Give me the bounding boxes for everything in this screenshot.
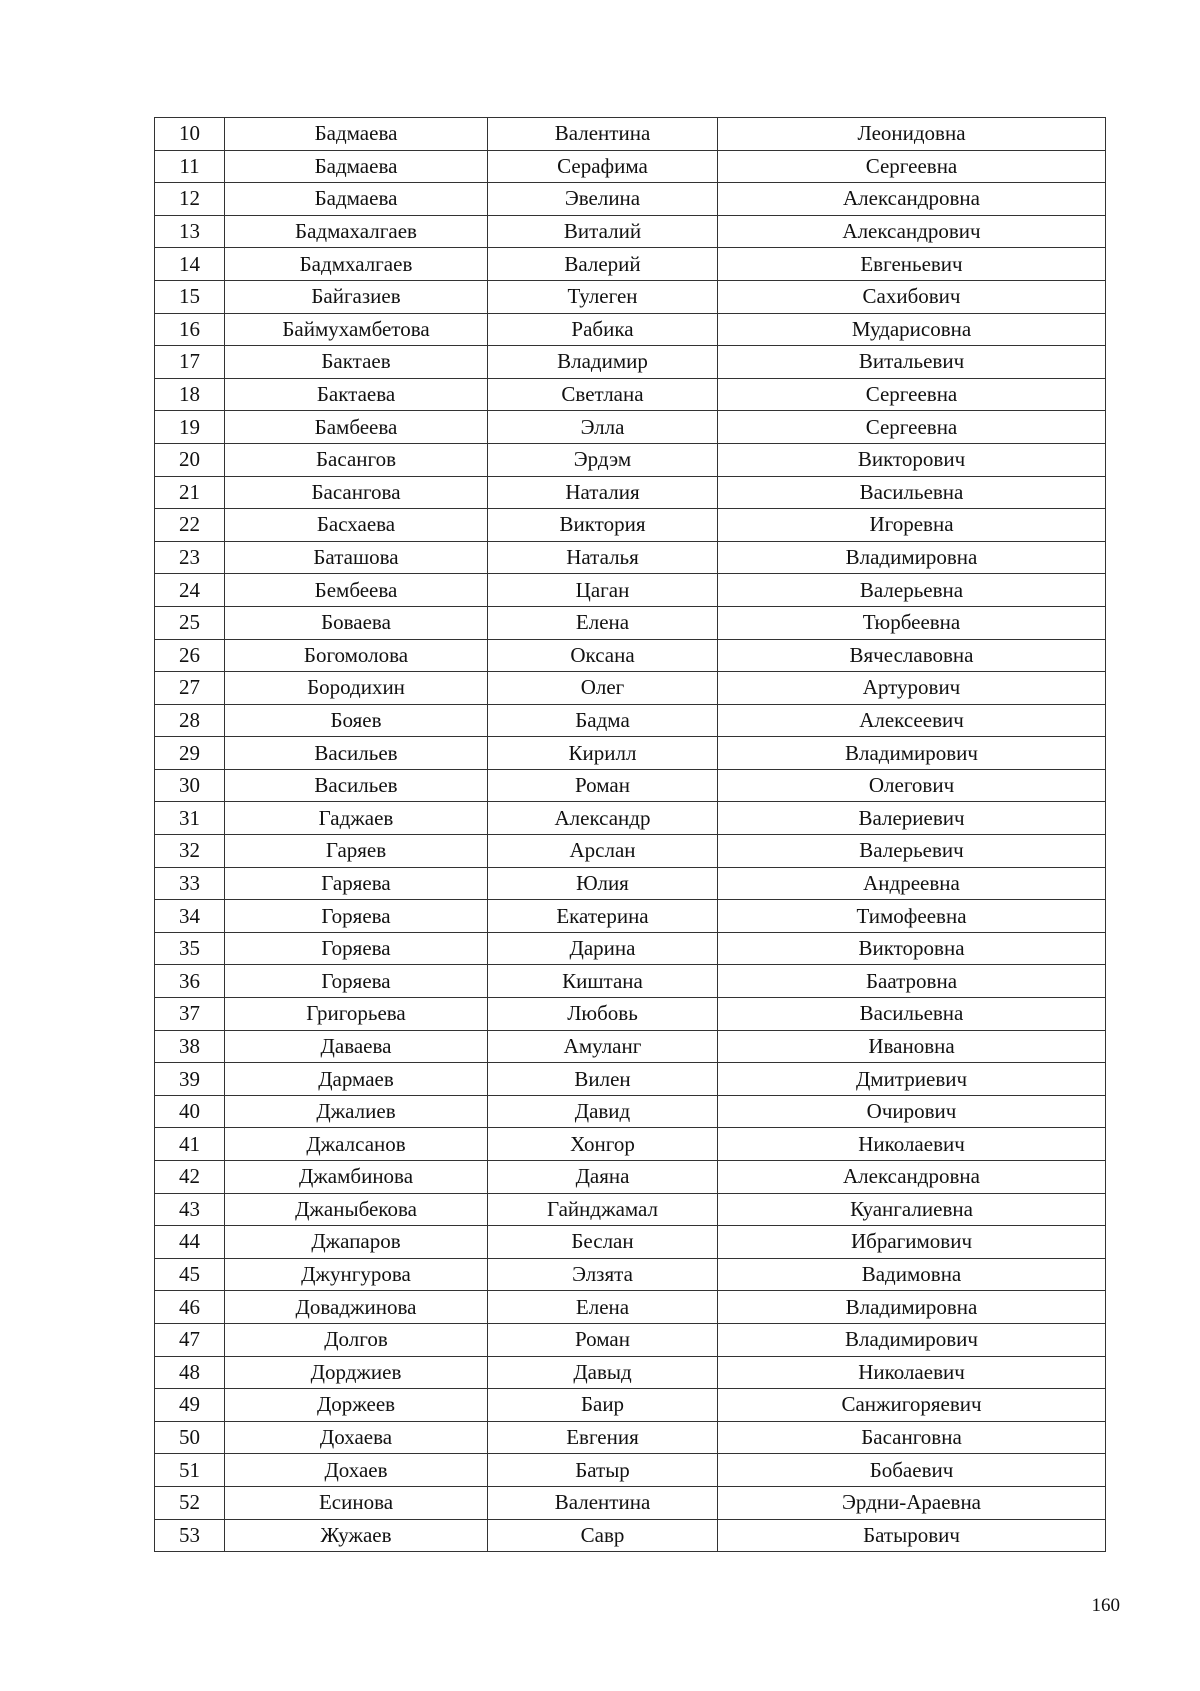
table-row [155,443,1106,476]
last-name-cell: Горяева [225,932,488,965]
patronymic-cell: Вадимовна [718,1258,1106,1291]
first-name-cell: Савр [488,1519,718,1552]
row-number-cell: 50 [155,1421,225,1454]
first-name-cell: Валентина [488,1486,718,1519]
patronymic-cell: Викторовна [718,932,1106,965]
patronymic-cell: Игоревна [718,509,1106,542]
table-row [155,998,1106,1031]
table-row [155,541,1106,574]
last-name-cell: Бактаев [225,346,488,379]
row-number-cell: 52 [155,1486,225,1519]
row-number-cell: 16 [155,313,225,346]
row-number-cell: 19 [155,411,225,444]
last-name-cell: Долгов [225,1323,488,1356]
first-name-cell: Олег [488,672,718,705]
table-row [155,932,1106,965]
patronymic-cell: Ивановна [718,1030,1106,1063]
row-number-cell: 44 [155,1226,225,1259]
first-name-cell: Батыр [488,1454,718,1487]
first-name-cell: Серафима [488,150,718,183]
first-name-cell: Екатерина [488,900,718,933]
last-name-cell: Бембеева [225,574,488,607]
first-name-cell: Виктория [488,509,718,542]
patronymic-cell: Сахибович [718,280,1106,313]
patronymic-cell: Тюрбеевна [718,606,1106,639]
patronymic-cell: Куангалиевна [718,1193,1106,1226]
patronymic-cell: Владимировна [718,541,1106,574]
last-name-cell: Доваджинова [225,1291,488,1324]
last-name-cell: Бояев [225,704,488,737]
row-number-cell: 12 [155,183,225,216]
last-name-cell: Бадмхалгаев [225,248,488,281]
row-number-cell: 45 [155,1258,225,1291]
first-name-cell: Тулеген [488,280,718,313]
last-name-cell: Богомолова [225,639,488,672]
row-number-cell: 34 [155,900,225,933]
row-number-cell: 53 [155,1519,225,1552]
table-row [155,346,1106,379]
first-name-cell: Светлана [488,378,718,411]
table-row [155,476,1106,509]
last-name-cell: Басангова [225,476,488,509]
first-name-cell: Евгения [488,1421,718,1454]
table-row [155,1356,1106,1389]
row-number-cell: 38 [155,1030,225,1063]
patronymic-cell: Викторович [718,443,1106,476]
last-name-cell: Басангов [225,443,488,476]
table-row [155,1030,1106,1063]
table-row [155,672,1106,705]
first-name-cell: Наталья [488,541,718,574]
first-name-cell: Любовь [488,998,718,1031]
table-row [155,1486,1106,1519]
row-number-cell: 23 [155,541,225,574]
patronymic-cell: Леонидовна [718,118,1106,151]
first-name-cell: Оксана [488,639,718,672]
last-name-cell: Горяева [225,965,488,998]
patronymic-cell: Владимирович [718,1323,1106,1356]
first-name-cell: Наталия [488,476,718,509]
first-name-cell: Беслан [488,1226,718,1259]
first-name-cell: Александр [488,802,718,835]
row-number-cell: 43 [155,1193,225,1226]
patronymic-cell: Валериевич [718,802,1106,835]
first-name-cell: Амуланг [488,1030,718,1063]
patronymic-cell: Очирович [718,1095,1106,1128]
first-name-cell: Гайнджамал [488,1193,718,1226]
patronymic-cell: Эрдни-Араевна [718,1486,1106,1519]
row-number-cell: 18 [155,378,225,411]
table-row [155,118,1106,151]
last-name-cell: Даваева [225,1030,488,1063]
first-name-cell: Елена [488,1291,718,1324]
last-name-cell: Бамбеева [225,411,488,444]
first-name-cell: Владимир [488,346,718,379]
row-number-cell: 30 [155,769,225,802]
patronymic-cell: Александровна [718,183,1106,216]
table-row [155,1291,1106,1324]
last-name-cell: Есинова [225,1486,488,1519]
patronymic-cell: Басанговна [718,1421,1106,1454]
table-row [155,509,1106,542]
first-name-cell: Юлия [488,867,718,900]
table-row [155,1128,1106,1161]
table-row [155,606,1106,639]
table-row [155,215,1106,248]
last-name-cell: Доржеев [225,1389,488,1422]
patronymic-cell: Ибрагимович [718,1226,1106,1259]
patronymic-cell: Валерьевич [718,835,1106,868]
patronymic-cell: Андреевна [718,867,1106,900]
first-name-cell: Роман [488,769,718,802]
row-number-cell: 31 [155,802,225,835]
table-row [155,1519,1106,1552]
table-row [155,1161,1106,1194]
last-name-cell: Джапаров [225,1226,488,1259]
table-row [155,1323,1106,1356]
first-name-cell: Эвелина [488,183,718,216]
row-number-cell: 37 [155,998,225,1031]
last-name-cell: Васильев [225,737,488,770]
first-name-cell: Хонгор [488,1128,718,1161]
table-row [155,867,1106,900]
last-name-cell: Бадмаева [225,118,488,151]
row-number-cell: 29 [155,737,225,770]
row-number-cell: 15 [155,280,225,313]
last-name-cell: Бадмаева [225,183,488,216]
first-name-cell: Давыд [488,1356,718,1389]
row-number-cell: 51 [155,1454,225,1487]
row-number-cell: 26 [155,639,225,672]
table-row [155,802,1106,835]
last-name-cell: Джалиев [225,1095,488,1128]
last-name-cell: Джунгурова [225,1258,488,1291]
last-name-cell: Боваева [225,606,488,639]
last-name-cell: Джалсанов [225,1128,488,1161]
last-name-cell: Дохаев [225,1454,488,1487]
last-name-cell: Байгазиев [225,280,488,313]
table-row [155,280,1106,313]
first-name-cell: Эрдэм [488,443,718,476]
patronymic-cell: Санжигоряевич [718,1389,1106,1422]
row-number-cell: 22 [155,509,225,542]
first-name-cell: Валентина [488,118,718,151]
table-row [155,1389,1106,1422]
table-row [155,574,1106,607]
last-name-cell: Джаныбекова [225,1193,488,1226]
last-name-cell: Дохаева [225,1421,488,1454]
last-name-cell: Васильев [225,769,488,802]
first-name-cell: Баир [488,1389,718,1422]
table-row [155,1095,1106,1128]
row-number-cell: 36 [155,965,225,998]
row-number-cell: 17 [155,346,225,379]
patronymic-cell: Баатровна [718,965,1106,998]
last-name-cell: Жужаев [225,1519,488,1552]
last-name-cell: Гаряев [225,835,488,868]
row-number-cell: 32 [155,835,225,868]
row-number-cell: 25 [155,606,225,639]
patronymic-cell: Витальевич [718,346,1106,379]
patronymic-cell: Олегович [718,769,1106,802]
first-name-cell: Цаган [488,574,718,607]
first-name-cell: Элла [488,411,718,444]
first-name-cell: Арслан [488,835,718,868]
table-row [155,835,1106,868]
last-name-cell: Гаряева [225,867,488,900]
first-name-cell: Виталий [488,215,718,248]
patronymic-cell: Владимировна [718,1291,1106,1324]
last-name-cell: Гаджаев [225,802,488,835]
row-number-cell: 40 [155,1095,225,1128]
row-number-cell: 28 [155,704,225,737]
table-row [155,378,1106,411]
patronymic-cell: Сергеевна [718,411,1106,444]
patronymic-cell: Николаевич [718,1128,1106,1161]
row-number-cell: 33 [155,867,225,900]
row-number-cell: 49 [155,1389,225,1422]
table-row [155,313,1106,346]
last-name-cell: Григорьева [225,998,488,1031]
table-row [155,737,1106,770]
patronymic-cell: Бобаевич [718,1454,1106,1487]
last-name-cell: Басхаева [225,509,488,542]
row-number-cell: 11 [155,150,225,183]
patronymic-cell: Вячеславовна [718,639,1106,672]
row-number-cell: 13 [155,215,225,248]
patronymic-cell: Евгеньевич [718,248,1106,281]
row-number-cell: 48 [155,1356,225,1389]
table-row [155,1454,1106,1487]
table-row [155,1193,1106,1226]
patronymic-cell: Артурович [718,672,1106,705]
patronymic-cell: Сергеевна [718,378,1106,411]
row-number-cell: 39 [155,1063,225,1096]
last-name-cell: Бородихин [225,672,488,705]
first-name-cell: Вилен [488,1063,718,1096]
first-name-cell: Киштана [488,965,718,998]
table-row [155,900,1106,933]
patronymic-cell: Александрович [718,215,1106,248]
last-name-cell: Бадмаева [225,150,488,183]
patronymic-cell: Батырович [718,1519,1106,1552]
first-name-cell: Елена [488,606,718,639]
name-list-table [154,117,1106,1552]
table-row [155,1258,1106,1291]
first-name-cell: Бадма [488,704,718,737]
first-name-cell: Элзята [488,1258,718,1291]
first-name-cell: Роман [488,1323,718,1356]
row-number-cell: 20 [155,443,225,476]
page-number: 160 [1091,1595,1120,1616]
patronymic-cell: Васильевна [718,998,1106,1031]
first-name-cell: Даяна [488,1161,718,1194]
table-row [155,704,1106,737]
patronymic-cell: Алексеевич [718,704,1106,737]
table-row [155,1063,1106,1096]
row-number-cell: 24 [155,574,225,607]
name-list-body [155,118,1106,1552]
first-name-cell: Валерий [488,248,718,281]
last-name-cell: Дармаев [225,1063,488,1096]
first-name-cell: Рабика [488,313,718,346]
row-number-cell: 14 [155,248,225,281]
table-row [155,248,1106,281]
row-number-cell: 47 [155,1323,225,1356]
last-name-cell: Горяева [225,900,488,933]
table-row [155,769,1106,802]
patronymic-cell: Тимофеевна [718,900,1106,933]
last-name-cell: Бадмахалгаев [225,215,488,248]
patronymic-cell: Валерьевна [718,574,1106,607]
patronymic-cell: Николаевич [718,1356,1106,1389]
table-row [155,183,1106,216]
first-name-cell: Дарина [488,932,718,965]
table-row [155,1226,1106,1259]
table-row [155,639,1106,672]
row-number-cell: 46 [155,1291,225,1324]
patronymic-cell: Васильевна [718,476,1106,509]
row-number-cell: 41 [155,1128,225,1161]
last-name-cell: Баймухамбетова [225,313,488,346]
table-row [155,1421,1106,1454]
table-row [155,411,1106,444]
last-name-cell: Баташова [225,541,488,574]
row-number-cell: 35 [155,932,225,965]
table-row [155,150,1106,183]
last-name-cell: Дорджиев [225,1356,488,1389]
patronymic-cell: Сергеевна [718,150,1106,183]
row-number-cell: 10 [155,118,225,151]
table-row [155,965,1106,998]
last-name-cell: Джамбинова [225,1161,488,1194]
row-number-cell: 42 [155,1161,225,1194]
last-name-cell: Бактаева [225,378,488,411]
patronymic-cell: Владимирович [718,737,1106,770]
row-number-cell: 21 [155,476,225,509]
patronymic-cell: Дмитриевич [718,1063,1106,1096]
first-name-cell: Кирилл [488,737,718,770]
first-name-cell: Давид [488,1095,718,1128]
patronymic-cell: Александровна [718,1161,1106,1194]
patronymic-cell: Мударисовна [718,313,1106,346]
row-number-cell: 27 [155,672,225,705]
